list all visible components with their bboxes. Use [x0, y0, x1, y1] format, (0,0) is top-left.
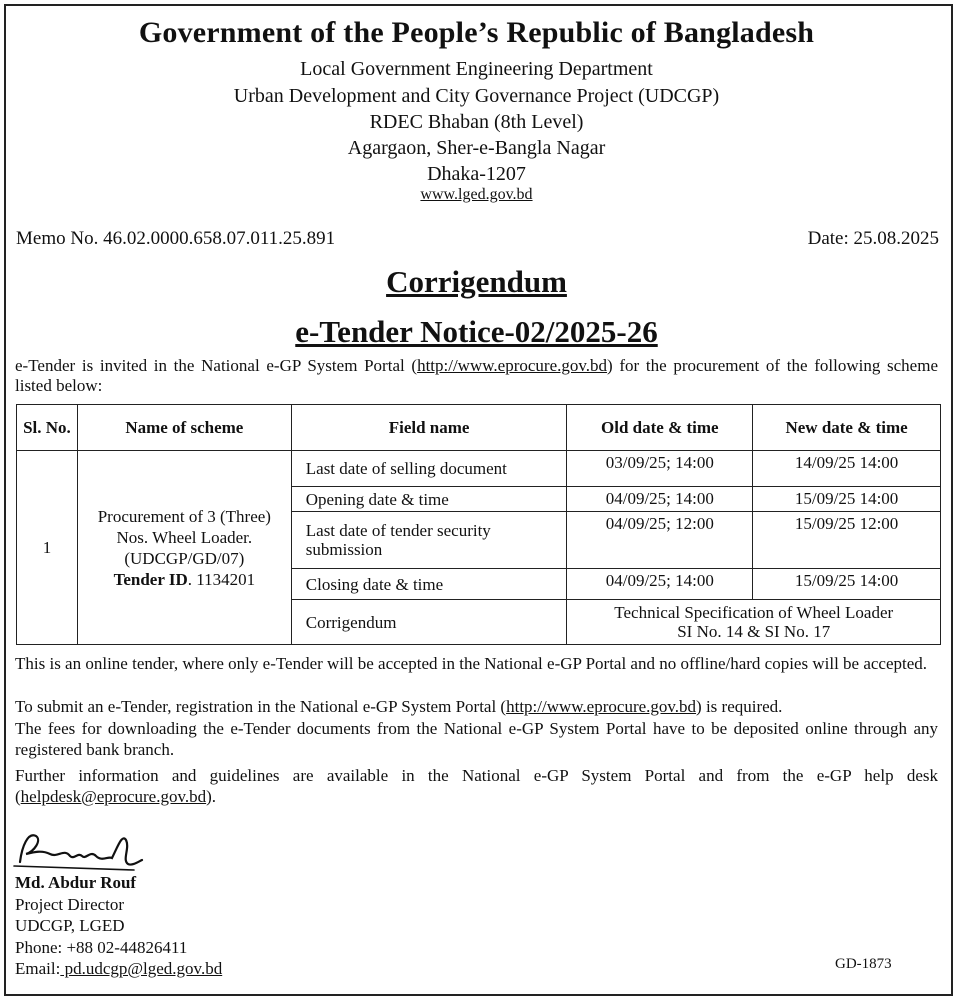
- header-field-name: Field name: [291, 405, 567, 451]
- eprocure-link-2[interactable]: http://www.eprocure.gov.bd: [506, 697, 697, 716]
- old-date-cell: 04/09/25; 12:00: [567, 512, 753, 569]
- tender-id-value: . 1134201: [187, 569, 256, 589]
- field-cell: Closing date & time: [291, 569, 567, 600]
- header-sl-no: Sl. No.: [17, 405, 78, 451]
- memo-date: Date: 25.08.2025: [807, 228, 939, 249]
- corrigendum-line2: SI No. 14 & SI No. 17: [677, 622, 831, 641]
- scheme-cell: [77, 451, 291, 645]
- building-address: RDEC Bhaban (8th Level): [369, 111, 584, 133]
- sl-cell: 1: [17, 451, 78, 645]
- header-scheme-name: Name of scheme: [77, 405, 291, 451]
- eprocure-link[interactable]: http://www.eprocure.gov.bd: [417, 356, 608, 375]
- signatory-phone: Phone: +88 02-44826411: [15, 937, 188, 957]
- new-date-cell: 15/09/25 14:00: [753, 487, 941, 512]
- p4-text-before: Further information and guidelines are available in the National e-GP System Portal and from the e-GP help desk (: [15, 766, 938, 806]
- corrigendum-line1: Technical Specification of Wheel Loader: [614, 603, 894, 622]
- field-cell: Opening date & time: [291, 487, 567, 512]
- signatory-email-link[interactable]: pd.udcgp@lged.gov.bd: [60, 959, 223, 978]
- p2-text-after: ) is required.: [696, 697, 783, 716]
- scheme-text: Procurement of 3 (Three) Nos. Wheel Loader. (UDCGP/GD/07): [97, 506, 271, 568]
- header-new-date: New date & time: [753, 405, 941, 451]
- paragraph-registration: [15, 697, 938, 718]
- project-name: Urban Development and City Governance Project (UDCGP): [233, 85, 720, 107]
- new-date-cell: 15/09/25 12:00: [753, 512, 941, 569]
- old-date-cell: 04/09/25; 14:00: [567, 569, 753, 600]
- signature-image: [12, 826, 147, 874]
- gd-code: GD-1873: [835, 956, 892, 972]
- tender-table: [16, 404, 941, 645]
- corrigendum-field-cell: Corrigendum: [291, 600, 567, 645]
- department-name: Local Government Engineering Department: [300, 58, 653, 80]
- table-row: [17, 451, 941, 487]
- corrigendum-title-text: Corrigendum: [386, 264, 567, 299]
- field-cell: Last date of selling document: [291, 451, 567, 487]
- paragraph-fees: The fees for downloading the e-Tender documents from the National e-GP System Portal have to be deposited online through any registered bank branch.: [15, 719, 938, 759]
- tender-id-label: Tender ID: [113, 569, 188, 589]
- website: [0, 186, 953, 204]
- signatory-org: UDCGP, LGED: [15, 916, 125, 935]
- corrigendum-value-cell: [567, 600, 941, 645]
- helpdesk-email-link[interactable]: helpdesk@eprocure.gov.bd: [20, 786, 207, 806]
- signatory-designation: Project Director: [15, 894, 125, 914]
- email-label: Email:: [15, 959, 61, 978]
- paragraph-online-tender: This is an online tender, where only e-Tender will be accepted in the National e-GP Portal and no offline/hard copies will be accepted.: [15, 654, 928, 673]
- website-link[interactable]: www.lged.gov.bd: [420, 186, 533, 203]
- paragraph-helpdesk: [15, 766, 938, 807]
- area-address: Agargaon, Sher-e-Bangla Nagar: [347, 137, 606, 159]
- p2-text-before: To submit an e-Tender, registration in the National e-GP System Portal (: [15, 697, 507, 716]
- government-title: Government of the People’s Republic of Bangladesh: [138, 16, 815, 49]
- corrigendum-title: [0, 264, 953, 300]
- signatory-name: Md. Abdur Rouf: [15, 873, 137, 892]
- header-old-date: Old date & time: [567, 405, 753, 451]
- memo-number: Memo No. 46.02.0000.658.07.011.25.891: [16, 228, 336, 249]
- field-cell: Last date of tender security submission: [291, 512, 567, 569]
- intro-text-after: ) for the procurement of the following scheme listed below:: [15, 356, 938, 395]
- notice-title-text: e-Tender Notice-02/2025-26: [295, 314, 658, 349]
- new-date-cell: 15/09/25 14:00: [753, 569, 941, 600]
- old-date-cell: 03/09/25; 14:00: [567, 451, 753, 487]
- old-date-cell: 04/09/25; 14:00: [567, 487, 753, 512]
- notice-title: [0, 314, 953, 350]
- p4-text-after: ).: [206, 786, 217, 806]
- table-header-row: [17, 405, 941, 451]
- new-date-cell: 14/09/25 14:00: [753, 451, 941, 487]
- signatory-email-line: [15, 958, 222, 980]
- intro-paragraph: [15, 356, 938, 396]
- signatory-block: [15, 872, 222, 980]
- city-address: Dhaka-1207: [427, 163, 526, 185]
- intro-text-before: e-Tender is invited in the National e-GP System Portal (: [15, 356, 418, 375]
